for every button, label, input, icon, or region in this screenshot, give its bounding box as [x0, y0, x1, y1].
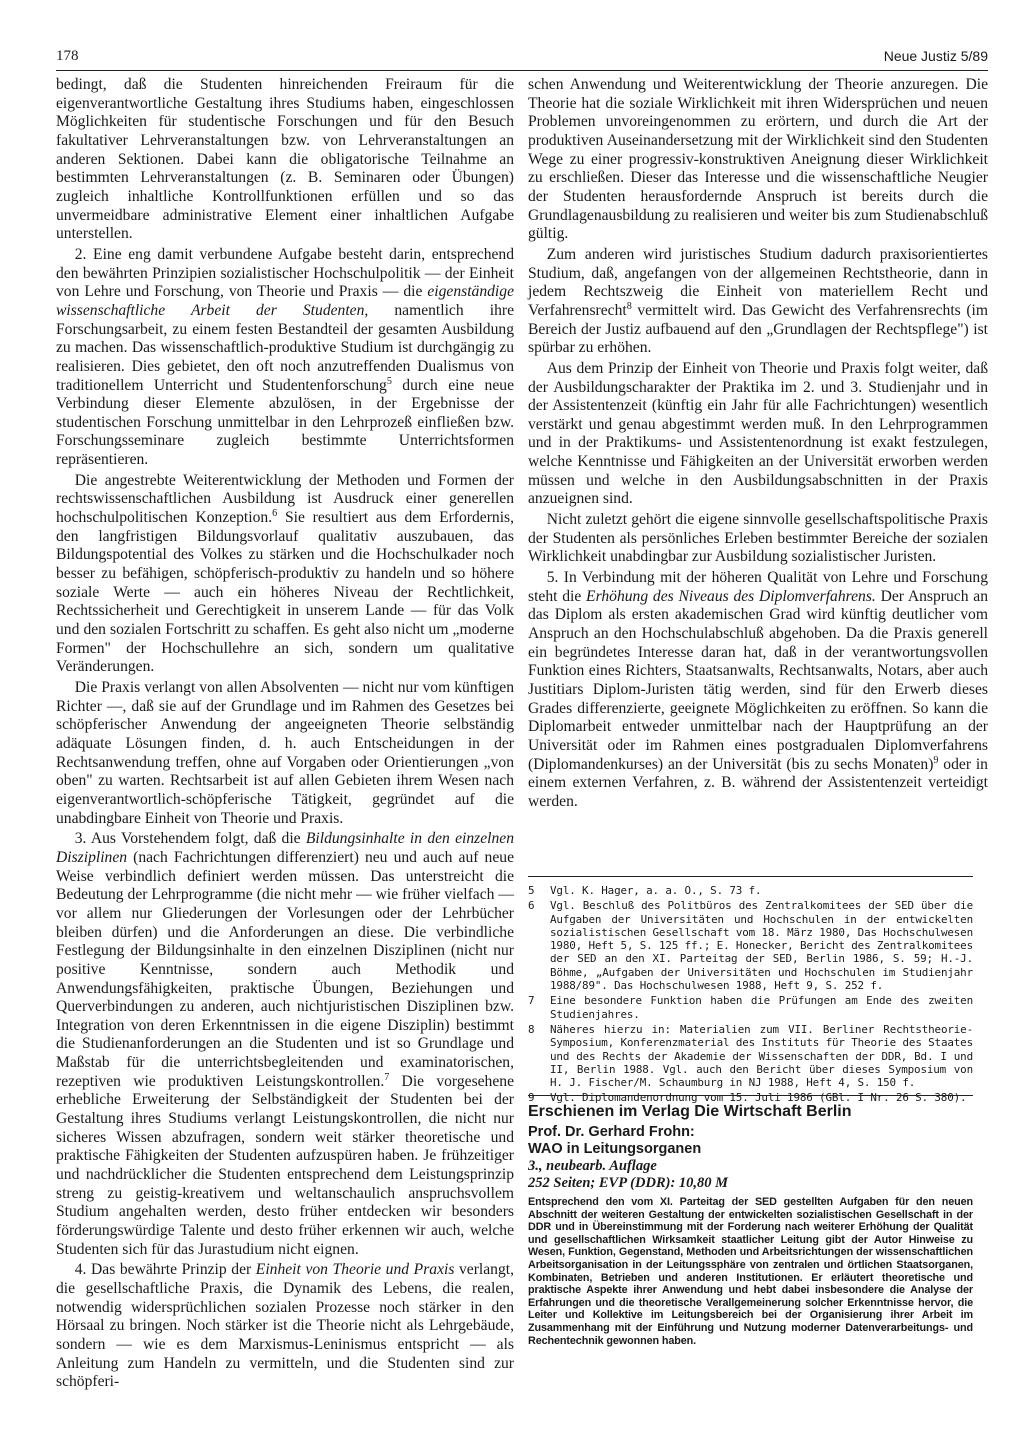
- emphasis: Erhöhung des Niveaus des Diplomverfahrens.: [586, 587, 876, 605]
- emphasis: Bildungsinhalte in den einzelnen Disziplinen: [56, 830, 514, 866]
- footnote-ref[interactable]: 8: [626, 300, 632, 312]
- paragraph: 2. Eine eng damit verbundene Aufgabe besteht darin, entsprechend den bewährten Prinzipien sozialistischer Hochschulpolitik — der Einheit von Lehre und Forschung, von Theorie und Praxis — die eigenständige wissenschaftliche Arbeit der Studenten, namentlich ihre Forschungsarbeit, zu einem festen Bestandteil der gesamten Ausbildung zu machen. Das wissenschaftlich-produktive Studium ist durchgängig zu realisieren. Dies gebietet, den oft noch anzutreffenden Dualismus von traditionellem Unterricht und Studentenforschung$^5$ durch eine neue Verbindung dieser Elemente abzulösen, in der Ergebnisse der studentischen Forschung unmittelbar in den Lehrprozeß einfließen bzw. Forschungsseminare zugleich bestimmte Unterrichtsformen repräsentieren.: [56, 245, 514, 469]
- paragraph: 3. Aus Vorstehendem folgt, daß die Bildungsinhalte in den einzelnen Disziplinen (nach Fachrichtungen differenziert) neu und auch auf neue Weise verbindlich definiert werden müssen. Das unterstreicht die Bedeutung der Lehrprogramme (die nicht mehr — wie früher vielfach — vor allem nur Gliederungen der Vorlesungen oder der Lehrbücher bleiben dürfen) und die Anforderungen an diese. Die verbindliche Festlegung der Bildungsinhalte in den einzelnen Disziplinen (nicht nur positive Kenntnisse, sondern auch Methodik und Anwendungsfähigkeiten, praktische Übungen, Beziehungen und Querverbindungen zu anderen, auch nichtjuristischen Disziplinen bzw. Integration von deren Erkenntnissen in die eigene Disziplin) bestimmt die Studienanforderungen an die Studenten und ist so Grundlage und Maßstab für die unterrichtsbegleitenden und examinatorischen, rezeptiven wie produktiven Leistungskontrollen.$^7$ Die vorgesehene erhebliche Erweiterung der Selbständigkeit der Studenten bei der Gestaltung ihres Studiums verlangt Leistungskontrollen, die nicht nur sicheres Wissen abzufragen, sondern weit stärker theoretische und praktische Fähigkeiten der Studenten aufzuspüren haben. Je frühzeitiger und nachdrücklicher die Studenten entsprechend dem Leistungsprinzip streng zu geistig-kreativem und weltanschaulich anspruchsvollem Studium angehalten werden, desto früher entdecken wir besonders förderungswürdige Talente und desto früher erkennen wir auch, welche Studenten sich für das Jurastudium nicht eignen.: [56, 830, 514, 1258]
- paragraph: bedingt, daß die Studenten hinreichenden Freiraum für die eigenverantwortliche Gestaltung ihres Studiums haben, eingeschlossen Möglichkeiten für studentische Forschungen und für den Besuch fakultativer Lehrveranstaltungen bzw. von Lehrveranstaltungen an anderen Sektionen. Dabei kann die obligatorische Teilnahme an bestimmten Lehrveranstaltungen (z. B. Seminaren oder Übungen) zugleich inhaltliche Kontrollfunktionen erfüllen und so das unvermeidbare administrative Element einer inhaltlichen Aufgabe unterstellen.: [56, 76, 514, 243]
- paragraph: Die angestrebte Weiterentwicklung der Methoden und Formen der rechtswissenschaftlichen Ausbildung ist Ausdruck einer generellen hochschulpolitischen Konzeption.$^6$ Sie resultiert aus dem Erfordernis, den langfristigen Bildungsvorlauf qualitativ auszubauen, das Bildungspotential des Volkes zu stärken und die Hochschulkader noch besser zu befähigen, schöpferisch-produktiv zu handeln und so höhere soziale Werte — auch ein höheres Niveau der Rechtlichkeit, Rechtssicherheit und Gerechtigkeit in unserem Lande — für das Volk und den sozialen Fortschritt zu schaffen. Es geht also nicht um „moderne Formen" der Hochschullehre an sich, sondern um qualitative Veränderungen.: [56, 471, 514, 676]
- footnotes: [528, 884, 973, 1107]
- advertisement-divider: [528, 1095, 973, 1096]
- footnote-divider: [528, 876, 973, 877]
- footnote-ref[interactable]: 7: [384, 1071, 390, 1083]
- paragraph: Die Praxis verlangt von allen Absolventen — nicht nur vom künftigen Richter —, daß sie auf der Grundlage und im Rahmen des Gesetzes bei schöpferischer Anwendung der angeeigneten Theorie selbständig adäquate Lösungen finden, d. h. auch Entscheidungen in der Rechtsanwendung treffen, ohne auf Vorgaben oder Orientierungen „von oben" zu warten. Rechtsarbeit ist auf allen Gebieten ihrem Wesen nach eigenverantwortlich-schöpferische Tätigkeit, gegründet auf die unabdingbare Einheit von Theorie und Praxis.: [56, 679, 514, 827]
- journal-issue: Neue Justiz 5/89: [883, 48, 988, 64]
- ad-pages-price: 252 Seiten; EVP (DDR): 10,80 M: [528, 1175, 729, 1191]
- paragraph: 4. Das bewährte Prinzip der Einheit von Theorie und Praxis verlangt, die gesellschaftliche Praxis, die Dynamik des Lebens, die realen, notwendig widersprüchlichen sozialen Prozesse noch stärker in den Hörsaal zu bringen. Noch stärker ist die Theorie nicht als Lehrgebäude, sondern — wie es dem Marxismus-Leninismus entspricht — als Anleitung zum Handeln zu vermitteln, und die Studenten sind zur schöpferi-: [56, 1261, 514, 1391]
- paragraph: Zum anderen wird juristisches Studium dadurch praxisorientiertes Studium, daß, angefangen von der allgemeinen Rechtstheorie, dann in jedem Rechtszweig die Einheit von materiellem Recht und Verfahrensrecht$^8$ vermittelt wird. Das Gewicht des Verfahrensrechts (im Bereich der Justiz aufbauend auf den „Grundlagen der Rechtspflege") ist spürbar zu erhöhen.: [528, 245, 988, 357]
- emphasis: Einheit von Theorie und Praxis: [255, 1261, 455, 1279]
- ad-edition: 3., neubearb. Auflage: [528, 1158, 657, 1174]
- paragraph: 5. In Verbindung mit der höheren Qualität von Lehre und Forschung steht die Erhöhung des Niveaus des Diplomverfahrens. Der Anspruch an das Diplom als ersten akademischen Grad wird künftig deutlicher vom Anspruch an den Hochschulabschluß abgehoben. Da die Praxis generell ein begründetes Interesse daran hat, daß in der verantwortungsvollen Funktion eines Richters, Staatsanwalts, Rechtsanwalts, Notars, aber auch Justitiars Diplom-Juristen tätig werden, sind für den Erwerb dieses Grades differenzierte, geeignete Möglichkeiten zu eröffnen. So kann die Diplomarbeit entweder unmittelbar nach der Hauptprüfung an der Universität oder im Rahmen eines postgradualen Diplomverfahrens (Diplomandenkurses) an der Universität (bis zu sechs Monaten)$^9$ oder in einem externen Verfahren, z. B. während der Assistentenzeit verteidigt werden.: [528, 569, 988, 810]
- emphasis: eigenständige wissenschaftliche Arbeit der Studenten,: [56, 283, 514, 319]
- right-column: [528, 76, 988, 814]
- footnote-ref[interactable]: 9: [933, 754, 939, 766]
- paragraph: Aus dem Prinzip der Einheit von Theorie und Praxis folgt weiter, daß der Ausbildungscharakter der Praktika im 2. und 3. Studienjahr und in der Assistentenzeit (künftig ein Jahr für alle Fachrichtungen) wesentlich verstärkt und genau abgestimmt werden muß. In den Lehrprogrammen und in der Praktikums- und Assistentenordnung ist exakt festzulegen, welche Kenntnisse und Fähigkeiten an der Universität erworben werden müssen und welche in den Ausbildungsabschnitten in der Praxis anzueignen sind.: [528, 359, 988, 508]
- footnote: 6 Vgl. Beschluß des Politbüros des Zentralkomitees der SED über die Aufgaben der Universitäten und Hochschulen in der entwickelten sozialistischen Gesellschaft vom 18. März 1980, Das Hochschulwesen 1980, Heft 5, S. 125 ff.; E. Honecker, Bericht des Zentralkomitees der SED an den XI. Parteitag der SED, Berlin 1986, S. 59; H.-J. Böhme, „Aufgaben der Universitäten und Hochschulen im Studienjahr 1988/89". Das Hochschulwesen 1988, Heft 9, S. 252 f.: [528, 899, 973, 993]
- ad-heading: Erschienen im Verlag Die Wirtschaft Berlin: [528, 1103, 852, 1120]
- book-advertisement: [528, 1102, 973, 1347]
- footnote-ref[interactable]: 6: [272, 507, 278, 519]
- footnote-ref[interactable]: 5: [386, 375, 392, 387]
- left-column: [56, 76, 514, 1394]
- paragraph: Nicht zuletzt gehört die eigene sinnvolle gesellschaftspolitische Praxis der Studenten als persönliches Erleben bestimmter Bereiche der sozialen Wirklichkeit unabdingbar zur Ausbildung sozialistischer Juristen.: [528, 511, 988, 566]
- page-number: 178: [56, 48, 79, 64]
- ad-title: WAO in Leitungsorganen: [528, 1141, 702, 1157]
- footnote: 5 Vgl. K. Hager, a. a. O., S. 73 f.: [528, 884, 762, 897]
- footnote: 9 Vgl. Diplomandenordnung vom 15. Juli 1986 (GBl. I Nr. 26 S. 380).: [528, 1091, 967, 1105]
- footnote: 7 Eine besondere Funktion haben die Prüfungen am Ende des zweiten Studienjahres.: [528, 994, 973, 1021]
- ad-author: Prof. Dr. Gerhard Frohn:: [528, 1124, 695, 1140]
- paragraph: schen Anwendung und Weiterentwicklung der Theorie anzuregen. Die Theorie hat die soziale Wirklichkeit mit ihren Widersprüchen und neuen Problemen unvoreingenommen zu erörtern, und durch die Art der produktiven Auseinandersetzung mit der Wirklichkeit sind den Studenten Wege zu einer progressiv-konstruktiven Aneignung dieser Wirklichkeit zu erschließen. Dieser das Interesse und die wissenschaftliche Neugier der Studenten herausfordernde Anspruch ist bereits durch die Grundlagenausbildung zu realisieren und weiter bis zum Studienabschluß gültig.: [528, 76, 988, 243]
- page-header: [56, 48, 988, 71]
- ad-blurb: Entsprechend den vom XI. Parteitag der SED gestellten Aufgaben für den neuen Abschnitt der weiteren Gestaltung der entwickelten sozialistischen Gesellschaft in der DDR und in Übereinstimmung mit der Forderung nach weiterer Erhöhung der Qualität und gesellschaftlichen Wirksamkeit staatlicher Leitung gibt der Autor Hinweise zu Wesen, Funktion, Gegenstand, Methoden und Arbeitsrichtungen der wissenschaftlichen Arbeitsorganisation in der Leitungssphäre von zentralen und örtlichen Staatsorganen, Kombinaten, Betrieben und anderen Institutionen. Er erläutert theoretische und praktische Aspekte ihrer Anwendung und hebt dabei insbesondere die Analyse der Erfahrungen und die theoretische Verallgemeinerung solcher Erkenntnisse hervor, die Leiter und Kollektive im Leitungsbereich bei der Organisierung ihrer Arbeit im Zusammenhang mit der Einführung und Nutzung moderner Datenverarbeitungs- und Rechentechnik gewonnen haben.: [528, 1196, 973, 1347]
- footnote: 8 Näheres hierzu in: Materialien zum VII. Berliner Rechtstheorie-Symposium, Konferenzmaterial des Instituts für Theorie des Staates und des Rechts der Akademie der Wissenschaften der DDR, Bd. I und II, Berlin 1988. Vgl. auch den Bericht über dieses Symposium von H. J. Fischer/M. Schaumburg in NJ 1988, Heft 4, S. 150 f.: [528, 1022, 973, 1090]
